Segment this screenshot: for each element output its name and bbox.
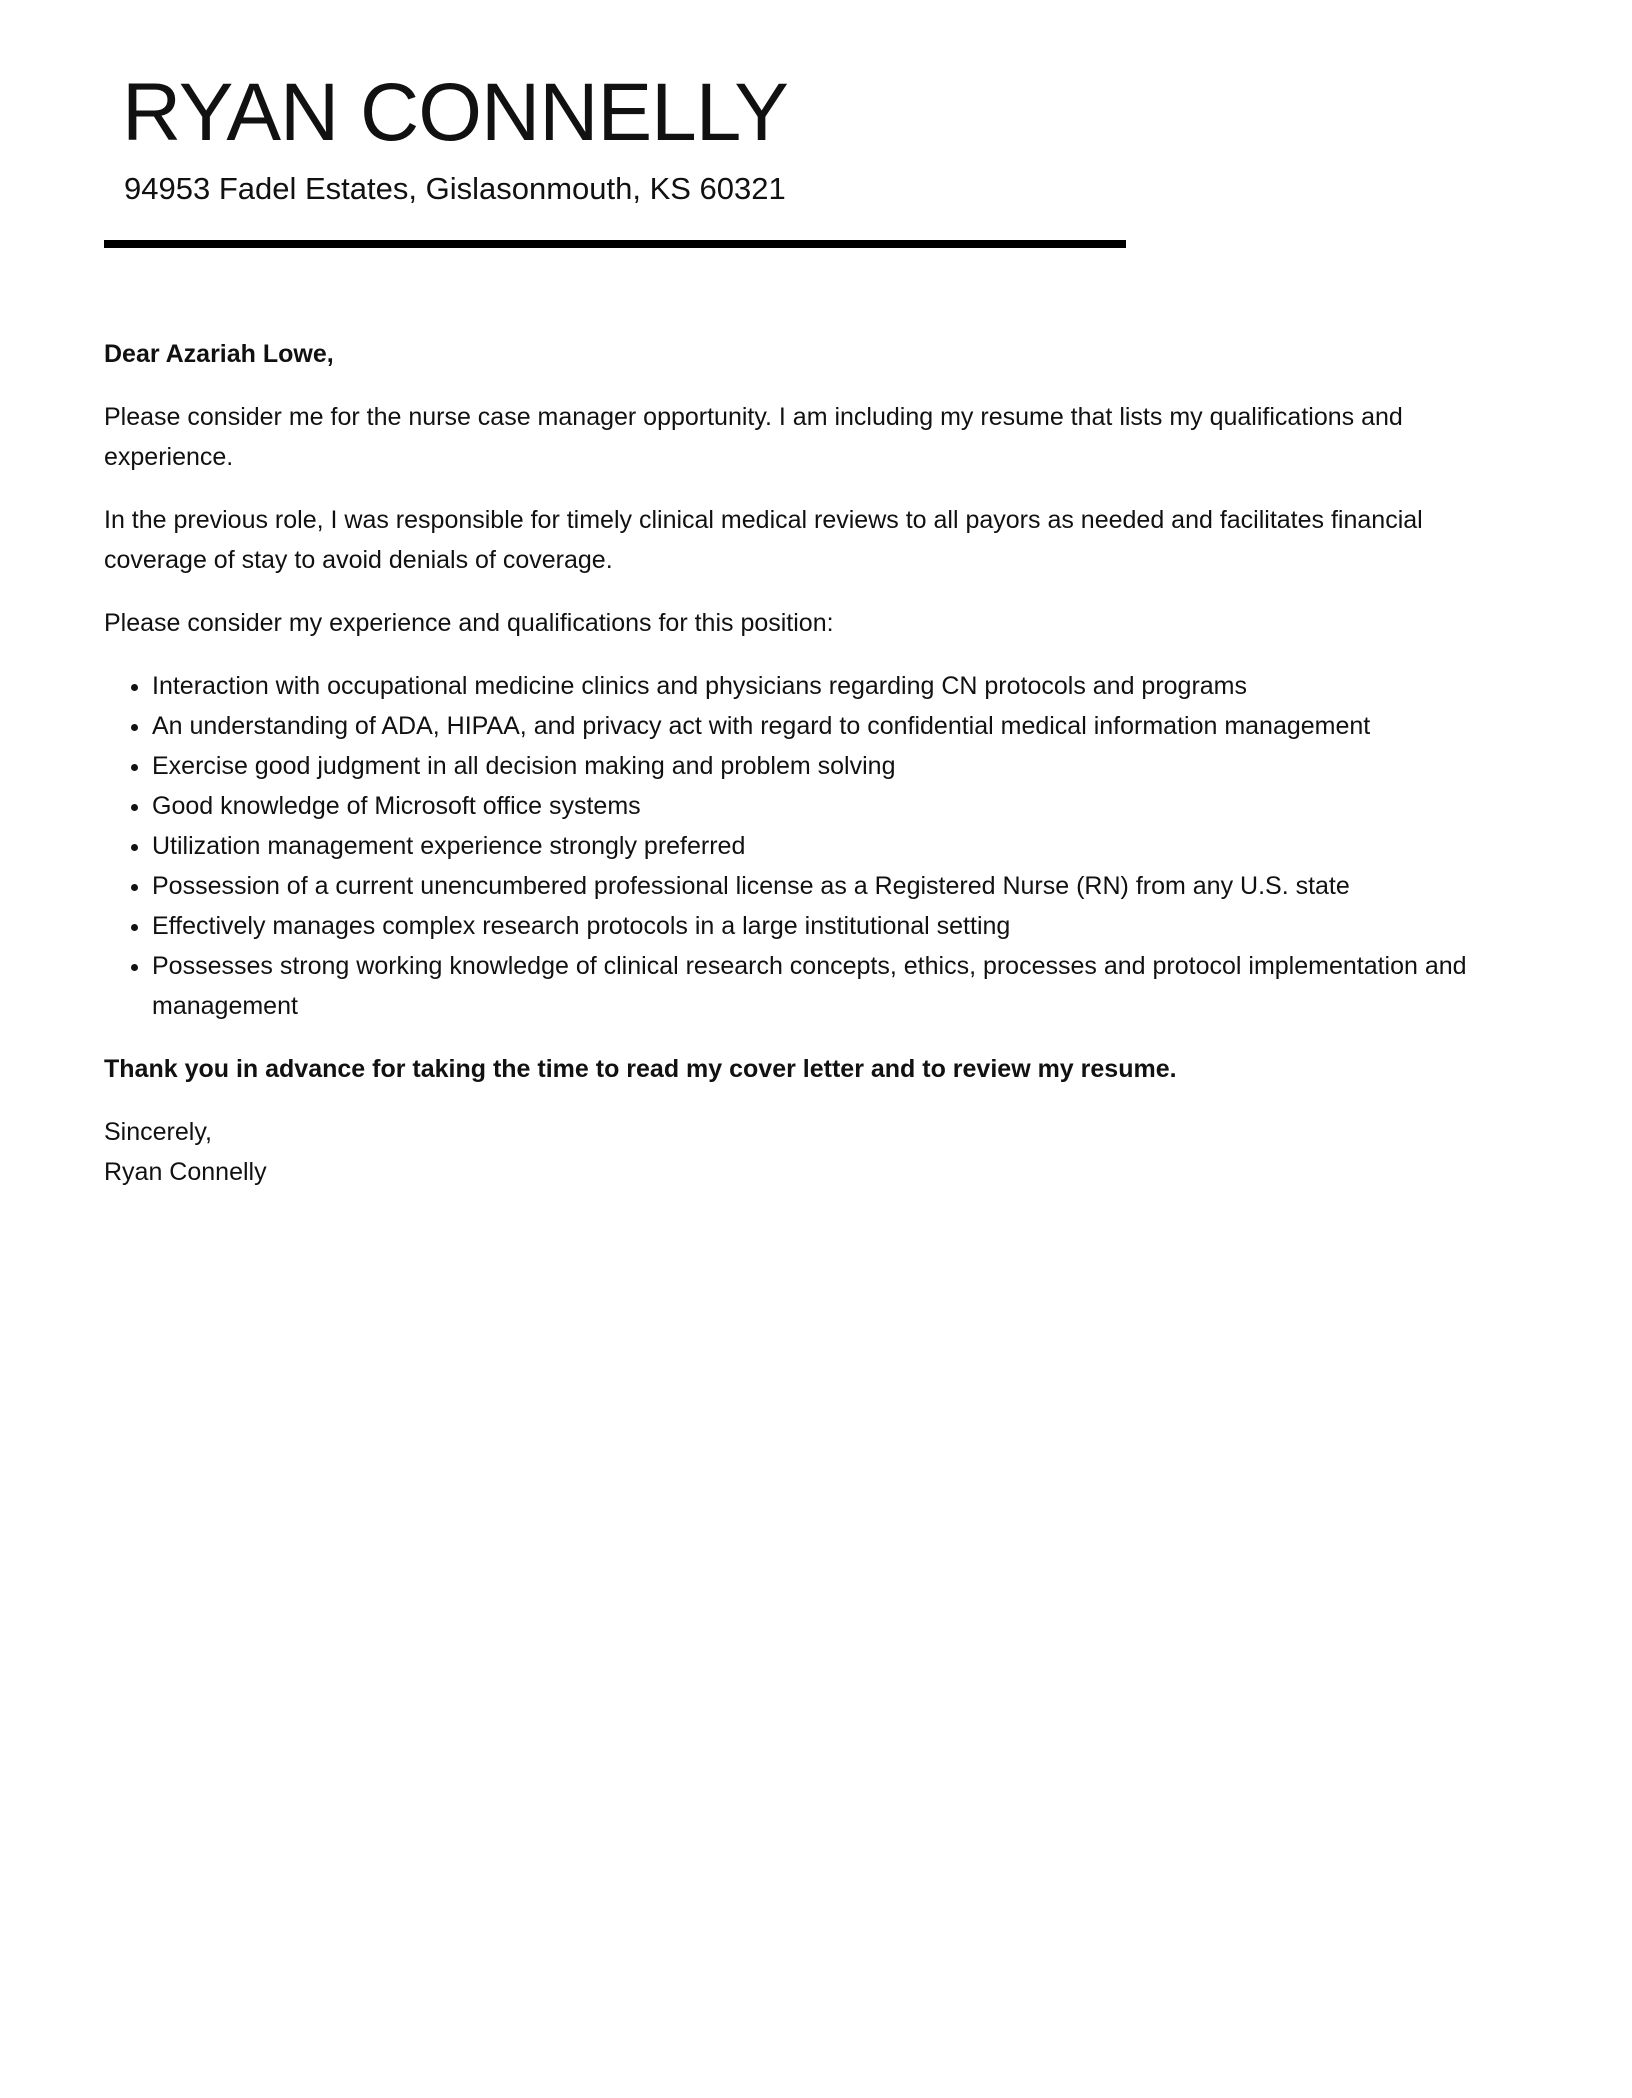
paragraph: In the previous role, I was responsible for timely clinical medical reviews to all payors as needed and facilitates financial coverage of stay to avoid denials of coverage.: [104, 506, 1423, 574]
list-item: • Good knowledge of Microsoft office systems: [152, 786, 1524, 826]
list-item: • Possession of a current unencumbered professional license as a Registered Nurse (RN) from any U.S. state: [152, 866, 1524, 906]
letter-body: [104, 334, 1524, 1192]
signature-block: [104, 1112, 1524, 1192]
paragraph: Please consider me for the nurse case manager opportunity. I am including my resume that lists my qualifications and experience.: [104, 403, 1403, 471]
signature: Ryan Connelly: [104, 1158, 267, 1186]
list-item: • An understanding of ADA, HIPAA, and privacy act with regard to confidential medical information management: [152, 706, 1524, 746]
header-divider: [104, 240, 1126, 248]
salutation: Dear Azariah Lowe,: [104, 340, 334, 368]
qualifications-list: [104, 666, 1524, 1026]
signoff: Sincerely,: [104, 1118, 212, 1146]
applicant-name: RYAN CONNELLY: [122, 67, 788, 158]
list-item: • Possesses strong working knowledge of clinical research concepts, ethics, processes and protocol implementation and management: [152, 946, 1524, 1026]
list-item: • Effectively manages complex research protocols in a large institutional setting: [152, 906, 1524, 946]
list-item: • Exercise good judgment in all decision making and problem solving: [152, 746, 1524, 786]
applicant-address: 94953 Fadel Estates, Gislasonmouth, KS 60321: [124, 171, 786, 206]
list-item: • Utilization management experience strongly preferred: [152, 826, 1524, 866]
list-item: • Interaction with occupational medicine clinics and physicians regarding CN protocols and programs: [152, 666, 1524, 706]
closing-line: Thank you in advance for taking the time to read my cover letter and to review my resume.: [104, 1055, 1177, 1083]
paragraph: Please consider my experience and qualifications for this position:: [104, 609, 834, 637]
